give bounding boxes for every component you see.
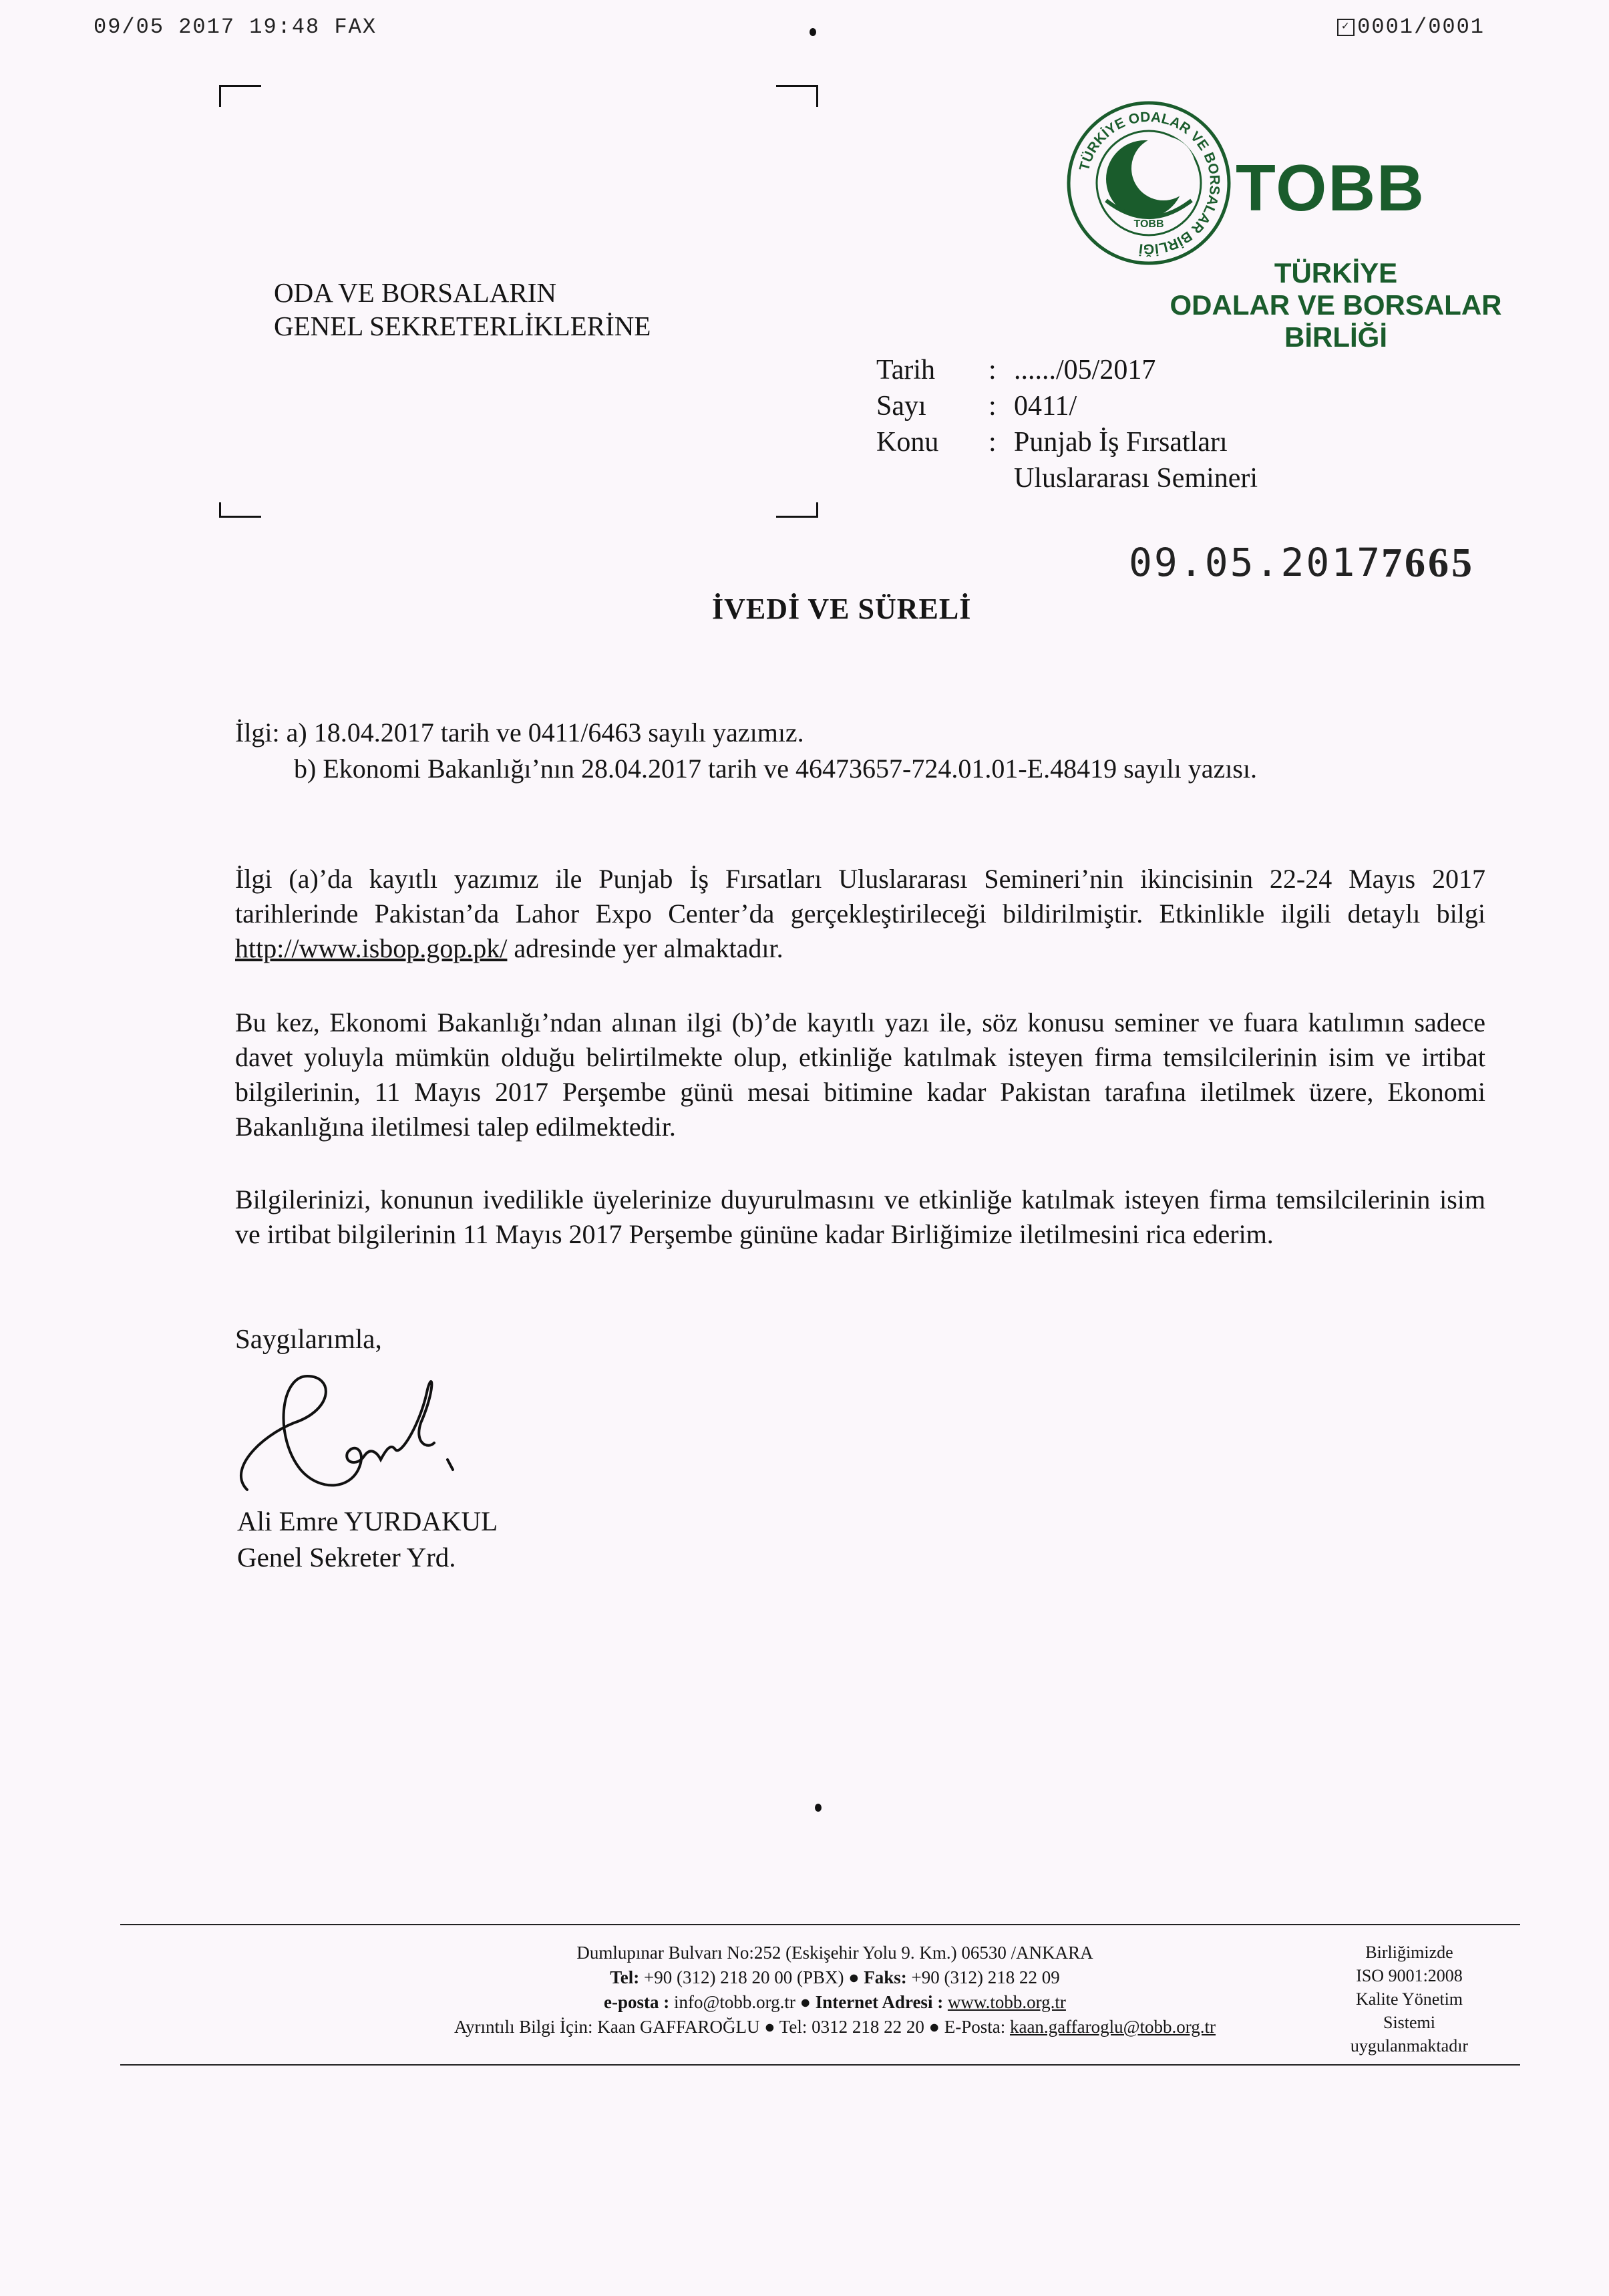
recipient-line-1: ODA VE BORSALARIN [274, 277, 556, 308]
footer-contact-line [347, 2015, 1322, 2039]
body-paragraph-2: Bu kez, Ekonomi Bakanlığı’ndan alınan ilgi (b)’de kayıtlı yazı ile, söz konusu seminer ve fuara katılımın sadece davet yoluyla mümkün olduğu belirtilmekte olup, etkinliğe katılmak isteyen firma temsilcilerinin isim ve irtibat bilgilerinin, 11 Mayıs 2017 Perşembe günü mesai bitimine kadar Pakistan tarafına iletilmek üzere, Ekonomi Bakanlığına iletilmesi talep edilmektedir. [235, 1007, 1485, 1142]
body-paragraph-1 [235, 862, 1485, 966]
closing-salutation: Saygılarımla, [235, 1323, 382, 1354]
phone-number: +90 (312) 218 20 00 (PBX) [644, 1967, 844, 1987]
fax-page-number: 0001/0001 [1357, 15, 1485, 39]
paragraph-text: İlgi (a)’da kayıtlı yazımız ile Punjab İş Fırsatları Uluslararası Semineri’nin ikincisinin 22-24 Mayıs 2017 tarihlerinde Pakistan’da Lahor Expo Center’da gerçekleştirileceği bildirilmiştir. Etkinlikle ilgili detaylı bilgi [235, 864, 1485, 929]
signer-name: Ali Emre YURDAKUL [237, 1506, 498, 1536]
meta-row-number [876, 388, 1415, 424]
label: Internet Adresi : [815, 1992, 944, 2012]
bullet-icon: ● [848, 1967, 860, 1987]
footer-address: Dumlupınar Bulvarı No:252 (Eskişehir Yolu 9. Km.) 06530 /ANKARA [576, 1943, 1093, 1963]
iso-certification-note [1329, 1941, 1489, 2058]
label: E-Posta: [944, 2017, 1006, 2037]
meta-value: Punjab İş Fırsatları [1014, 427, 1228, 458]
checkbox-icon: ✓ [1337, 19, 1355, 36]
meta-value: 0411/ [1014, 391, 1077, 422]
event-website-link[interactable]: http://www.isbop.gop.pk/ [235, 933, 508, 963]
iso-line: Sistemi [1383, 2013, 1435, 2032]
recipient-line-2: GENEL SEKRETERLİKLERİNE [274, 311, 651, 341]
contact-person: Ayrıntılı Bilgi İçin: Kaan GAFFAROĞLU [454, 2017, 760, 2037]
org-name-line-2: ODALAR VE BORSALAR [1170, 289, 1502, 321]
contact-email-link[interactable]: kaan.gaffaroglu@tobb.org.tr [1009, 2017, 1216, 2037]
fax-number: +90 (312) 218 22 09 [911, 1967, 1060, 1987]
letter-meta-block [876, 352, 1415, 496]
footer-contact-block [347, 1941, 1322, 2039]
reference-a: İlgi: a) 18.04.2017 tarih ve 0411/6463 sayılı yazımız. [235, 717, 804, 748]
logo-inner-text: TOBB [1133, 218, 1164, 230]
label: Faks: [864, 1967, 907, 1987]
meta-label: Konu [876, 427, 939, 458]
address-window-corner-top-right [776, 85, 818, 107]
iso-line: uygulanmaktadır [1350, 2036, 1469, 2056]
received-stamp-number: 7665 [1381, 540, 1475, 586]
meta-separator [989, 460, 1014, 496]
meta-row-subject [876, 424, 1415, 460]
reference-b: b) Ekonomi Bakanlığı’nın 28.04.2017 tarih ve 46473657-724.01.01-E.48419 sayılı yazısı. [294, 754, 1258, 784]
website-link[interactable]: www.tobb.org.tr [947, 1992, 1066, 2012]
tobb-wordmark: TOBB [1236, 151, 1425, 224]
logo-ring-text: TÜRKİYE ODALAR VE BORSALAR BİRLİĞİ [1076, 109, 1223, 257]
punch-mark [810, 28, 816, 36]
body-paragraph-3: Bilgilerinizi, konunun ivedilikle üyelerinize duyurulmasını ve etkinliğe katılmak isteyen firma temsilcilerinin isim ve irtibat bilgilerinin 11 Mayıs 2017 Perşembe gününe kadar Birliğimize iletilmesini rica ederim. [235, 1184, 1485, 1249]
urgency-heading: İVEDİ VE SÜRELİ [712, 593, 972, 625]
email-address: info@tobb.org.tr [674, 1992, 795, 2012]
address-window-corner-top-left [219, 85, 261, 107]
org-name-line-1: TÜRKİYE [1274, 257, 1398, 289]
meta-separator: : [989, 355, 997, 385]
meta-label [876, 460, 989, 496]
address-window-corner-bottom-right [776, 502, 818, 518]
footer-phone-line [347, 1965, 1322, 1990]
meta-value: Uluslararası Semineri [1014, 463, 1258, 494]
contact-phone: Tel: 0312 218 22 20 [779, 2017, 924, 2037]
reference-block [235, 715, 1257, 787]
footer-divider-top [120, 1924, 1520, 1925]
bullet-icon: ● [799, 1992, 811, 2012]
iso-line: Birliğimizde [1365, 1943, 1453, 1962]
meta-separator: : [989, 427, 997, 458]
recipient-block [274, 276, 651, 343]
bullet-icon: ● [928, 2017, 940, 2037]
meta-row-subject-cont [876, 460, 1415, 496]
signer-title: Genel Sekreter Yrd. [237, 1542, 456, 1573]
bullet-icon: ● [764, 2017, 775, 2037]
meta-label: Sayı [876, 391, 926, 422]
meta-separator: : [989, 391, 997, 422]
iso-line: Kalite Yönetim [1355, 1989, 1463, 2009]
org-name-line-3: BİRLİĞİ [1284, 321, 1387, 353]
label: Tel: [610, 1967, 640, 1987]
tobb-seal-logo [1066, 100, 1232, 266]
meta-value: ....../05/2017 [1014, 355, 1156, 385]
punch-mark [815, 1804, 822, 1812]
label: e-posta : [604, 1992, 670, 2012]
address-window-corner-bottom-left [219, 502, 261, 518]
footer-web-line [347, 1990, 1322, 2015]
organization-name [1162, 257, 1509, 353]
footer-divider-bottom [120, 2064, 1520, 2066]
meta-row-date [876, 352, 1415, 388]
received-stamp-date: 09.05.2017 [1129, 540, 1383, 585]
fax-header-page-count [1337, 15, 1485, 39]
fax-header-timestamp: 09/05 2017 19:48 FAX [94, 15, 377, 39]
meta-label: Tarih [876, 355, 936, 385]
signer-block [237, 1503, 498, 1575]
iso-line: ISO 9001:2008 [1356, 1966, 1463, 1985]
paragraph-text: adresinde yer almaktadır. [514, 933, 783, 963]
